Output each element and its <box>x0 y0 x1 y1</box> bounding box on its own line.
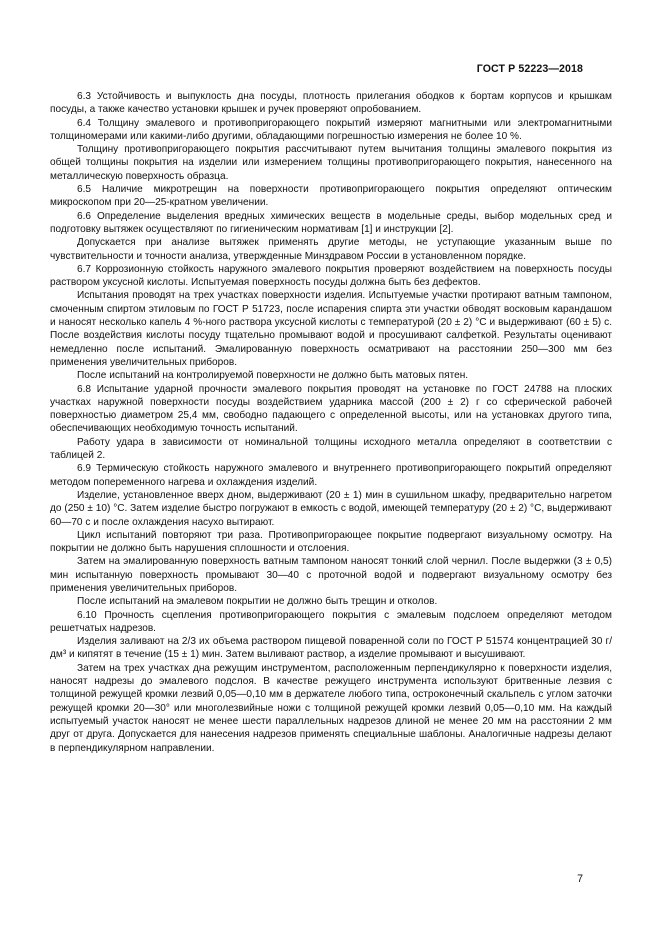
paragraph-6-9: 6.9 Термическую стойкость наружного эмалевого и внутреннего противопригорающего покрытий определяют методом попеременного нагрева и охлаждения изделий. <box>50 463 612 488</box>
paragraph: Затем на трех участках дна режущим инструментом, расположенным перпендикулярно к поверхности изделия, наносят надрезы до эмалевого подслоя. В качестве режущего инструмента используют бритвенные лезвия с толщиной режущей кромки лезвий 0,05—0,10 мм в держателе любого типа, остроконечный скальпель с углом заточки режущей кромки 20—30° или многолезвийные ножи с толщиной режущей кромки лезвий 0,05—0,10 мм. На каждый испытуемый участок наносят не менее шести параллельных надрезов длиной не менее 20 мм на расстоянии 2 мм друг от друга. Допускается для нанесения надрезов применять специальные шаблоны. Аналогичные надрезы делают в перпендикулярном направлении. <box>50 662 612 754</box>
paragraph: Работу удара в зависимости от номинальной толщины исходного металла определяют в соответствии с таблицей 2. <box>50 436 612 462</box>
paragraph: Изделие, установленное вверх дном, выдерживают (20 ± 1) мин в сушильном шкафу, предварительно нагретом до (250 ± 10) °С. Затем изделие быстро погружают в емкость с водой, имеющей температуру (20 ± 2) °С, выдерживают 60—70 с и после охлаждения насухо вытирают. <box>50 489 612 528</box>
paragraph: Допускается при анализе вытяжек применять другие методы, не уступающие указанным выше по чувствительности и точности анализа, утвержденные Минздравом России в установленном порядке. <box>50 237 612 262</box>
paragraph: После испытаний на контролируемой поверхности не должно быть матовых пятен. <box>77 370 469 382</box>
document-header: ГОСТ Р 52223—2018 <box>476 63 583 75</box>
paragraph-6-10: 6.10 Прочность сцепления противопригорающего покрытия с эмалевым подслоем определяют методом решетчатых надрезов. <box>50 609 612 634</box>
paragraph: Толщину противопригорающего покрытия рассчитывают путем вычитания толщины эмалевого покрытия из общей толщины покрытия на изделии или измерением толщины противопригорающего покрытия, нанесенного на металлическую поверхность образца. <box>50 144 612 182</box>
paragraph: После испытаний на эмалевом покрытии не должно быть трещин и отколов. <box>77 596 438 608</box>
paragraph: Затем на эмалированную поверхность ватным тампоном наносят тонкий слой чернил. После выдержки (3 ± 0,5) мин испытанную поверхность промывают 30—40 с проточной водой и подвергают визуальному осмотру без применения увеличительных приборов. <box>50 556 612 594</box>
document-body <box>50 90 612 755</box>
page-number: 7 <box>577 873 583 885</box>
paragraph-6-3: 6.3 Устойчивость и выпуклость дна посуды, плотность прилегания ободков к бортам корпусов и крышкам посуды, а также качество установки крышек и ручек проверяют опробованием. <box>50 91 612 116</box>
paragraph-6-5: 6.5 Наличие микротрещин на поверхности противопригорающего покрытия определяют оптическим микроскопом при 20—25-кратном увеличении. <box>50 184 612 209</box>
paragraph: Цикл испытаний повторяют три раза. Противопригорающее покрытие подвергают визуальному осмотру. На покрытии не должно быть нарушения сплошности и отслоения. <box>50 529 612 555</box>
paragraph-6-8: 6.8 Испытание ударной прочности эмалевого покрытия проводят на установке по ГОСТ 24788 на плоских участках наружной поверхности посуды воздействием ударника массой (200 ± 2) г со сферической рабочей поверхностью диаметром 25,4 мм, свободно падающего с определенной высоты, или на установках другого типа, обеспечивающих необходимую точность испытаний. <box>50 383 612 435</box>
paragraph-6-7: 6.7 Коррозионную стойкость наружного эмалевого покрытия проверяют воздействием на поверхность посуды раствором уксусной кислоты. Испытуемая поверхность посуды должна быть без дефектов. <box>50 263 612 289</box>
paragraph-6-4: 6.4 Толщину эмалевого и противопригорающего покрытий измеряют магнитными или электромагнитными толщиномерами или какими-либо другими, обладающими погрешностью измерения не более 10 %. <box>50 117 612 142</box>
paragraph-6-6: 6.6 Определение выделения вредных химических веществ в модельные среды, выбор модельных сред и подготовку вытяжек осуществляют по гигиеническим нормативам [1] и инструкции [2]. <box>50 210 612 235</box>
paragraph: Изделия заливают на 2/3 их объема раствором пищевой поваренной соли по ГОСТ Р 51574 концентрацией 30 г/дм³ и кипятят в течение (15 ± 1) мин. Затем выливают раствор, а изделие промывают и высушивают. <box>50 636 612 661</box>
paragraph: Испытания проводят на трех участках поверхности изделия. Испытуемые участки протирают ватным тампоном, смоченным спиртом этиловым по ГОСТ Р 51723, после испарения спирта эти участки обводят восковым карандашом и наносят несколько капель 4 %-ного раствора уксусной кислоты с температурой (20 ± 2) °С и выдерживают (60 ± 5) с. После воздействия кислоты посуду тщательно промывают водой и просушивают салфеткой. Результаты оценивают немедленно после испытаний. Эмалированную поверхность осматривают на расстоянии 250—300 мм без применения увеличительных приборов. <box>50 290 612 368</box>
